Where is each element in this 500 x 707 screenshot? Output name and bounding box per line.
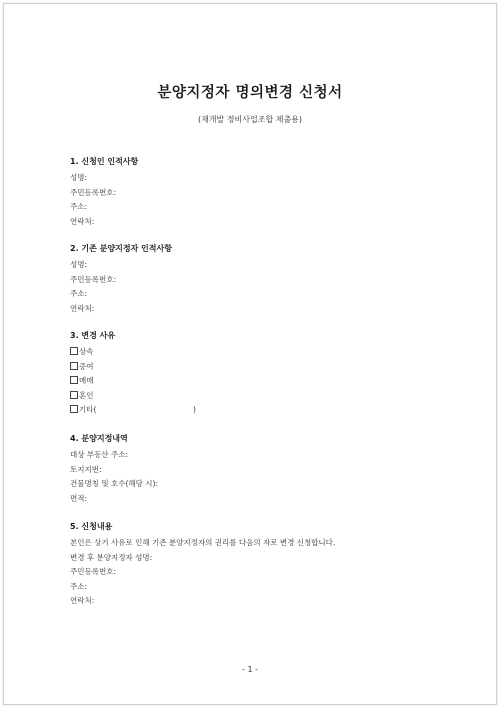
option-label: 매매 xyxy=(79,376,94,385)
option-label: 증여 xyxy=(79,361,94,371)
reason-option-gift[interactable] xyxy=(70,360,115,375)
section-heading: 1. 신청인 인적사항 xyxy=(70,157,139,166)
document-page xyxy=(3,3,497,705)
option-label: 혼인 xyxy=(79,390,94,400)
reason-option-marriage[interactable] xyxy=(70,389,115,404)
field-label-new-designee-name: 변경 후 분양지정자 성명: xyxy=(70,552,153,562)
document-subtitle: (재개발 정비사업조합 제출용) xyxy=(197,115,303,124)
field-label-property-address: 대상 부동산 주소: xyxy=(70,450,129,459)
field-label-contact: 연락처: xyxy=(70,303,95,313)
reason-option-sale[interactable] xyxy=(70,374,115,389)
field-label-resident-number: 주민등록번호: xyxy=(70,567,116,576)
checkbox-icon[interactable] xyxy=(70,362,78,370)
field-label-address: 주소: xyxy=(70,289,88,298)
option-label: 상속 xyxy=(79,347,94,356)
checkbox-icon[interactable] xyxy=(70,347,78,355)
checkbox-icon[interactable] xyxy=(70,405,78,413)
field-label-building-unit: 건물명칭 및 호수(해당 시): xyxy=(70,479,158,488)
field-label-address: 주소: xyxy=(70,202,88,211)
field-label-name: 성명: xyxy=(70,173,88,182)
field-label-contact: 연락처: xyxy=(70,216,95,226)
field-label-resident-number: 주민등록번호: xyxy=(70,274,116,284)
section-heading: 2. 기존 분양지정자 인적사항 xyxy=(70,244,172,253)
section-existing-designee xyxy=(70,243,172,316)
reason-option-other[interactable] xyxy=(70,403,196,418)
field-label-name: 성명: xyxy=(70,260,88,269)
request-statement: 본인은 상기 사유로 인해 기존 분양지정자의 권리를 다음의 자로 변경 신청합니다. xyxy=(70,538,336,547)
section-allocation-details xyxy=(70,433,158,506)
field-label-land-lot: 토지지번: xyxy=(70,464,102,474)
page-number: - 1 - xyxy=(242,665,258,674)
section-heading: 4. 분양지정내역 xyxy=(70,434,128,443)
section-request-content xyxy=(70,521,335,609)
field-label-address: 주소: xyxy=(70,581,88,591)
field-label-resident-number: 주민등록번호: xyxy=(70,187,116,197)
checkbox-icon[interactable] xyxy=(70,391,78,399)
option-label: 기타( xyxy=(79,405,97,414)
section-change-reason xyxy=(70,330,196,418)
section-heading: 5. 신청내용 xyxy=(70,522,113,531)
section-heading: 3. 변경 사유 xyxy=(70,331,116,340)
field-label-area: 면적: xyxy=(70,493,88,503)
document-title: 분양지정자 명의변경 신청서 xyxy=(157,85,343,101)
checkbox-icon[interactable] xyxy=(70,376,78,384)
field-label-contact: 연락처: xyxy=(70,596,95,605)
reason-option-inheritance[interactable] xyxy=(70,345,115,360)
section-applicant xyxy=(70,156,138,229)
other-close-paren: ) xyxy=(193,405,196,414)
